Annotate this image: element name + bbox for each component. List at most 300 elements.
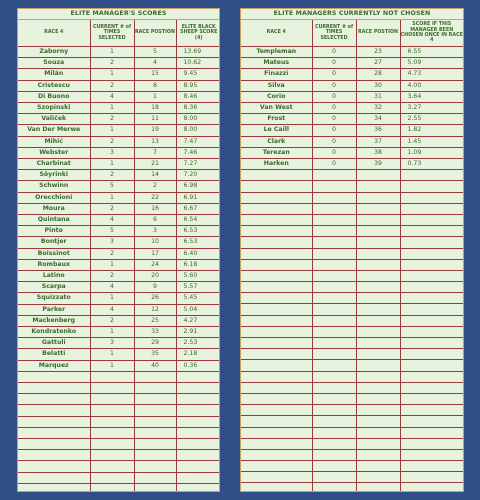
- empty-table-row: [241, 438, 463, 449]
- times-selected-cell: 1: [90, 159, 134, 170]
- score-cell: 6.40: [176, 248, 220, 259]
- race-position-cell: [356, 259, 400, 270]
- race-position-cell: [356, 248, 400, 259]
- manager-name-cell: Webster: [18, 147, 90, 158]
- race-position-cell: [134, 483, 176, 492]
- score-cell: 2.53: [176, 338, 220, 349]
- table-row: [241, 125, 463, 136]
- table-row: [18, 271, 220, 282]
- times-selected-cell: [312, 282, 356, 293]
- race-position-cell: 3: [134, 226, 176, 237]
- col-header-race-position: RACE POSTION: [134, 20, 176, 47]
- score-cell: 8.36: [176, 103, 220, 114]
- elite-scores-panel: [17, 8, 220, 492]
- race-position-cell: 19: [134, 125, 176, 136]
- times-selected-cell: [312, 226, 356, 237]
- times-selected-cell: [90, 416, 134, 427]
- empty-table-row: [18, 394, 220, 405]
- manager-name-cell: Mackenberg: [18, 315, 90, 326]
- table-row: [241, 80, 463, 91]
- score-cell: [400, 427, 463, 438]
- table-header-row: [18, 20, 220, 47]
- manager-name-cell: [241, 393, 312, 404]
- table-row: [18, 304, 220, 315]
- race-position-cell: [134, 472, 176, 483]
- score-cell: 7.20: [176, 170, 220, 181]
- manager-name-cell: Harken: [241, 159, 312, 170]
- race-position-cell: [134, 439, 176, 450]
- manager-name-cell: [241, 226, 312, 237]
- score-cell: 4.00: [400, 80, 463, 91]
- race-position-cell: [134, 416, 176, 427]
- race-position-cell: 16: [134, 203, 176, 214]
- table-row: [241, 58, 463, 69]
- score-cell: 6.53: [176, 226, 220, 237]
- table-row: [18, 170, 220, 181]
- table-row: [241, 114, 463, 125]
- score-cell: 13.69: [176, 47, 220, 58]
- manager-name-cell: Marquez: [18, 360, 90, 371]
- race-position-cell: 18: [134, 103, 176, 114]
- table-row: [18, 293, 220, 304]
- score-cell: [400, 338, 463, 349]
- race-position-cell: 33: [134, 327, 176, 338]
- race-position-cell: [356, 315, 400, 326]
- manager-name-cell: Schwinn: [18, 181, 90, 192]
- empty-table-row: [241, 214, 463, 225]
- times-selected-cell: [90, 383, 134, 394]
- score-cell: 5.09: [400, 58, 463, 69]
- score-cell: [400, 293, 463, 304]
- empty-table-row: [18, 472, 220, 483]
- manager-name-cell: [18, 405, 90, 416]
- empty-table-row: [241, 293, 463, 304]
- score-cell: [400, 360, 463, 371]
- race-position-cell: 32: [356, 103, 400, 114]
- times-selected-cell: 2: [90, 114, 134, 125]
- table-row: [18, 248, 220, 259]
- manager-name-cell: Pinto: [18, 226, 90, 237]
- score-cell: 2.91: [176, 327, 220, 338]
- manager-name-cell: [241, 282, 312, 293]
- manager-name-cell: [18, 371, 90, 382]
- times-selected-cell: 0: [312, 47, 356, 58]
- table-row: [18, 80, 220, 91]
- score-cell: 2.18: [176, 349, 220, 360]
- manager-name-cell: [18, 416, 90, 427]
- score-cell: [400, 472, 463, 483]
- table-row: [18, 315, 220, 326]
- empty-table-row: [241, 259, 463, 270]
- times-selected-cell: [312, 393, 356, 404]
- manager-name-cell: Corio: [241, 91, 312, 102]
- race-position-cell: 6: [134, 215, 176, 226]
- col-header-times-selected: CURRENT # of TIMES SELECTED: [90, 20, 134, 47]
- manager-name-cell: [18, 394, 90, 405]
- times-selected-cell: 1: [90, 327, 134, 338]
- table-row: [18, 181, 220, 192]
- times-selected-cell: 2: [90, 248, 134, 259]
- score-cell: [176, 450, 220, 461]
- times-selected-cell: [90, 405, 134, 416]
- times-selected-cell: [312, 461, 356, 472]
- not-chosen-table: [241, 20, 463, 492]
- empty-table-row: [241, 472, 463, 483]
- race-position-cell: 31: [356, 91, 400, 102]
- empty-table-row: [241, 192, 463, 203]
- table-row: [18, 125, 220, 136]
- table-row: [18, 338, 220, 349]
- manager-name-cell: [241, 192, 312, 203]
- manager-name-cell: Mateus: [241, 58, 312, 69]
- times-selected-cell: [312, 170, 356, 181]
- times-selected-cell: [312, 259, 356, 270]
- times-selected-cell: 4: [90, 215, 134, 226]
- empty-table-row: [18, 427, 220, 438]
- times-selected-cell: 0: [312, 114, 356, 125]
- manager-name-cell: Templeman: [241, 47, 312, 58]
- not-chosen-body: [241, 47, 463, 493]
- times-selected-cell: [90, 371, 134, 382]
- manager-name-cell: [241, 483, 312, 492]
- score-cell: [400, 449, 463, 460]
- times-selected-cell: 1: [90, 192, 134, 203]
- manager-name-cell: [241, 248, 312, 259]
- score-cell: 6.91: [176, 192, 220, 203]
- table-row: [18, 69, 220, 80]
- empty-table-row: [241, 416, 463, 427]
- times-selected-cell: 0: [312, 80, 356, 91]
- manager-name-cell: [241, 315, 312, 326]
- score-cell: [176, 427, 220, 438]
- empty-table-row: [241, 360, 463, 371]
- race-position-cell: [356, 416, 400, 427]
- elite-scores-title: ELITE MANAGER'S SCORES: [18, 9, 219, 20]
- manager-name-cell: Finazzi: [241, 69, 312, 80]
- times-selected-cell: 0: [312, 69, 356, 80]
- times-selected-cell: [90, 427, 134, 438]
- score-cell: [400, 226, 463, 237]
- manager-name-cell: [241, 382, 312, 393]
- race-position-cell: 22: [134, 192, 176, 203]
- table-row: [18, 103, 220, 114]
- race-position-cell: [356, 382, 400, 393]
- score-cell: 1.45: [400, 136, 463, 147]
- table-row: [18, 203, 220, 214]
- empty-table-row: [18, 450, 220, 461]
- times-selected-cell: 3: [90, 338, 134, 349]
- not-chosen-title: ELITE MANAGERS CURRENTLY NOT CHOSEN: [241, 9, 463, 20]
- empty-table-row: [18, 483, 220, 492]
- times-selected-cell: 0: [312, 91, 356, 102]
- empty-table-row: [241, 181, 463, 192]
- times-selected-cell: 0: [312, 147, 356, 158]
- manager-name-cell: [241, 293, 312, 304]
- manager-name-cell: [241, 270, 312, 281]
- race-position-cell: 13: [134, 136, 176, 147]
- score-cell: 5.60: [176, 271, 220, 282]
- race-position-cell: [356, 192, 400, 203]
- manager-name-cell: Moura: [18, 203, 90, 214]
- empty-table-row: [18, 383, 220, 394]
- score-cell: 5.45: [176, 293, 220, 304]
- manager-name-cell: Squizzato: [18, 293, 90, 304]
- table-row: [18, 226, 220, 237]
- manager-name-cell: [241, 371, 312, 382]
- elite-scores-body: [18, 47, 220, 493]
- score-cell: 1.82: [400, 125, 463, 136]
- score-cell: 8.00: [176, 125, 220, 136]
- manager-name-cell: Parker: [18, 304, 90, 315]
- manager-name-cell: [241, 427, 312, 438]
- manager-name-cell: Milán: [18, 69, 90, 80]
- score-cell: [176, 371, 220, 382]
- race-position-cell: 9: [134, 282, 176, 293]
- race-position-cell: [356, 203, 400, 214]
- race-position-cell: 12: [134, 304, 176, 315]
- race-position-cell: [134, 450, 176, 461]
- score-cell: 8.95: [176, 80, 220, 91]
- race-position-cell: [356, 472, 400, 483]
- times-selected-cell: [312, 405, 356, 416]
- score-cell: [400, 393, 463, 404]
- empty-table-row: [241, 338, 463, 349]
- empty-table-row: [241, 449, 463, 460]
- race-position-cell: [356, 371, 400, 382]
- times-selected-cell: 0: [312, 159, 356, 170]
- score-cell: 7.46: [176, 147, 220, 158]
- empty-table-row: [241, 248, 463, 259]
- times-selected-cell: 3: [90, 147, 134, 158]
- times-selected-cell: [312, 338, 356, 349]
- race-position-cell: [134, 427, 176, 438]
- score-cell: 1.09: [400, 147, 463, 158]
- times-selected-cell: [312, 472, 356, 483]
- times-selected-cell: 0: [312, 58, 356, 69]
- times-selected-cell: 1: [90, 360, 134, 371]
- score-cell: 8.00: [176, 114, 220, 125]
- manager-name-cell: Belatti: [18, 349, 90, 360]
- score-cell: [400, 405, 463, 416]
- empty-table-row: [241, 282, 463, 293]
- manager-name-cell: Souza: [18, 58, 90, 69]
- score-cell: [400, 461, 463, 472]
- table-row: [18, 349, 220, 360]
- manager-name-cell: Frost: [241, 114, 312, 125]
- times-selected-cell: [312, 214, 356, 225]
- times-selected-cell: 1: [90, 293, 134, 304]
- manager-name-cell: Charbinat: [18, 159, 90, 170]
- manager-name-cell: [241, 259, 312, 270]
- empty-table-row: [241, 326, 463, 337]
- times-selected-cell: 4: [90, 91, 134, 102]
- table-row: [18, 114, 220, 125]
- manager-name-cell: [241, 237, 312, 248]
- race-position-cell: [356, 326, 400, 337]
- score-cell: 0.73: [400, 159, 463, 170]
- race-position-cell: 1: [134, 91, 176, 102]
- race-position-cell: [356, 405, 400, 416]
- race-position-cell: [356, 461, 400, 472]
- empty-table-row: [241, 483, 463, 492]
- col-header-score: ELITE BLACK SHEEP SCORE (4): [176, 20, 220, 47]
- race-position-cell: [134, 405, 176, 416]
- score-cell: [400, 237, 463, 248]
- table-row: [18, 259, 220, 270]
- manager-name-cell: Scarpa: [18, 282, 90, 293]
- table-row: [18, 91, 220, 102]
- table-row: [241, 159, 463, 170]
- score-cell: [400, 270, 463, 281]
- manager-name-cell: [241, 416, 312, 427]
- manager-name-cell: Cristescu: [18, 80, 90, 91]
- empty-table-row: [18, 461, 220, 472]
- score-cell: 4.27: [176, 315, 220, 326]
- empty-table-row: [241, 371, 463, 382]
- race-position-cell: [356, 304, 400, 315]
- score-cell: [400, 203, 463, 214]
- race-position-cell: 8: [134, 80, 176, 91]
- score-cell: [176, 472, 220, 483]
- manager-name-cell: [241, 338, 312, 349]
- table-row: [18, 327, 220, 338]
- manager-name-cell: [18, 461, 90, 472]
- times-selected-cell: [312, 315, 356, 326]
- score-cell: [400, 192, 463, 203]
- race-position-cell: 26: [134, 293, 176, 304]
- times-selected-cell: 2: [90, 315, 134, 326]
- empty-table-row: [241, 382, 463, 393]
- manager-name-cell: Le Caill: [241, 125, 312, 136]
- score-cell: 3.27: [400, 103, 463, 114]
- race-position-cell: 25: [134, 315, 176, 326]
- race-position-cell: [134, 371, 176, 382]
- times-selected-cell: 1: [90, 47, 134, 58]
- table-row: [18, 47, 220, 58]
- race-position-cell: [356, 181, 400, 192]
- manager-name-cell: Rombaux: [18, 259, 90, 270]
- manager-name-cell: Clark: [241, 136, 312, 147]
- score-cell: [400, 315, 463, 326]
- race-position-cell: [356, 170, 400, 181]
- score-cell: 6.53: [176, 237, 220, 248]
- score-cell: 6.67: [176, 203, 220, 214]
- times-selected-cell: 1: [90, 349, 134, 360]
- times-selected-cell: [312, 360, 356, 371]
- manager-name-cell: [241, 449, 312, 460]
- table-row: [18, 360, 220, 371]
- table-row: [18, 58, 220, 69]
- times-selected-cell: [312, 371, 356, 382]
- race-position-cell: 35: [134, 349, 176, 360]
- manager-name-cell: Mihić: [18, 136, 90, 147]
- manager-name-cell: [241, 438, 312, 449]
- score-cell: [400, 371, 463, 382]
- score-cell: [176, 394, 220, 405]
- race-position-cell: 38: [356, 147, 400, 158]
- race-position-cell: 15: [134, 69, 176, 80]
- race-position-cell: 14: [134, 170, 176, 181]
- score-cell: 7.27: [176, 159, 220, 170]
- score-cell: 3.64: [400, 91, 463, 102]
- race-position-cell: [356, 349, 400, 360]
- manager-name-cell: [241, 405, 312, 416]
- table-row: [241, 147, 463, 158]
- table-row: [241, 103, 463, 114]
- table-row: [241, 136, 463, 147]
- times-selected-cell: 1: [90, 259, 134, 270]
- score-cell: [400, 349, 463, 360]
- col-header-race-position: RACE POSTION: [356, 20, 400, 47]
- times-selected-cell: [312, 293, 356, 304]
- score-cell: [176, 439, 220, 450]
- empty-table-row: [241, 226, 463, 237]
- times-selected-cell: 5: [90, 181, 134, 192]
- times-selected-cell: 1: [90, 103, 134, 114]
- race-position-cell: 7: [134, 147, 176, 158]
- empty-table-row: [241, 304, 463, 315]
- race-position-cell: 27: [356, 58, 400, 69]
- score-cell: [176, 416, 220, 427]
- score-cell: 0.36: [176, 360, 220, 371]
- score-cell: 5.57: [176, 282, 220, 293]
- score-cell: [400, 382, 463, 393]
- times-selected-cell: [90, 472, 134, 483]
- manager-name-cell: [18, 472, 90, 483]
- manager-name-cell: Zaborny: [18, 47, 90, 58]
- manager-name-cell: Orecchioni: [18, 192, 90, 203]
- times-selected-cell: 3: [90, 237, 134, 248]
- not-chosen-panel: [240, 8, 464, 492]
- times-selected-cell: [312, 427, 356, 438]
- times-selected-cell: 2: [90, 271, 134, 282]
- times-selected-cell: [90, 483, 134, 492]
- race-position-cell: [356, 226, 400, 237]
- table-row: [18, 159, 220, 170]
- manager-name-cell: Quintana: [18, 215, 90, 226]
- race-position-cell: 5: [134, 47, 176, 58]
- race-position-cell: [134, 394, 176, 405]
- race-position-cell: [356, 483, 400, 492]
- manager-name-cell: [241, 181, 312, 192]
- score-cell: 6.55: [400, 47, 463, 58]
- manager-name-cell: Kondratenko: [18, 327, 90, 338]
- race-position-cell: [134, 461, 176, 472]
- manager-name-cell: [241, 360, 312, 371]
- times-selected-cell: 0: [312, 103, 356, 114]
- times-selected-cell: 2: [90, 80, 134, 91]
- elite-scores-table: [18, 20, 220, 492]
- empty-table-row: [241, 170, 463, 181]
- manager-name-cell: Sõyrinki: [18, 170, 90, 181]
- times-selected-cell: 1: [90, 69, 134, 80]
- race-position-cell: [356, 338, 400, 349]
- manager-name-cell: [241, 326, 312, 337]
- table-row: [18, 237, 220, 248]
- score-cell: 4.73: [400, 69, 463, 80]
- table-row: [18, 282, 220, 293]
- col-header-hypothetical-score: SCORE IF THIS MANAGER BEEN CHOSEN ONCE IN RACE 4: [400, 20, 463, 47]
- manager-name-cell: [241, 349, 312, 360]
- score-cell: 6.54: [176, 215, 220, 226]
- manager-name-cell: Boissinot: [18, 248, 90, 259]
- times-selected-cell: [312, 248, 356, 259]
- table-row: [18, 147, 220, 158]
- empty-table-row: [241, 237, 463, 248]
- score-cell: 10.62: [176, 58, 220, 69]
- empty-table-row: [241, 461, 463, 472]
- score-cell: 6.18: [176, 259, 220, 270]
